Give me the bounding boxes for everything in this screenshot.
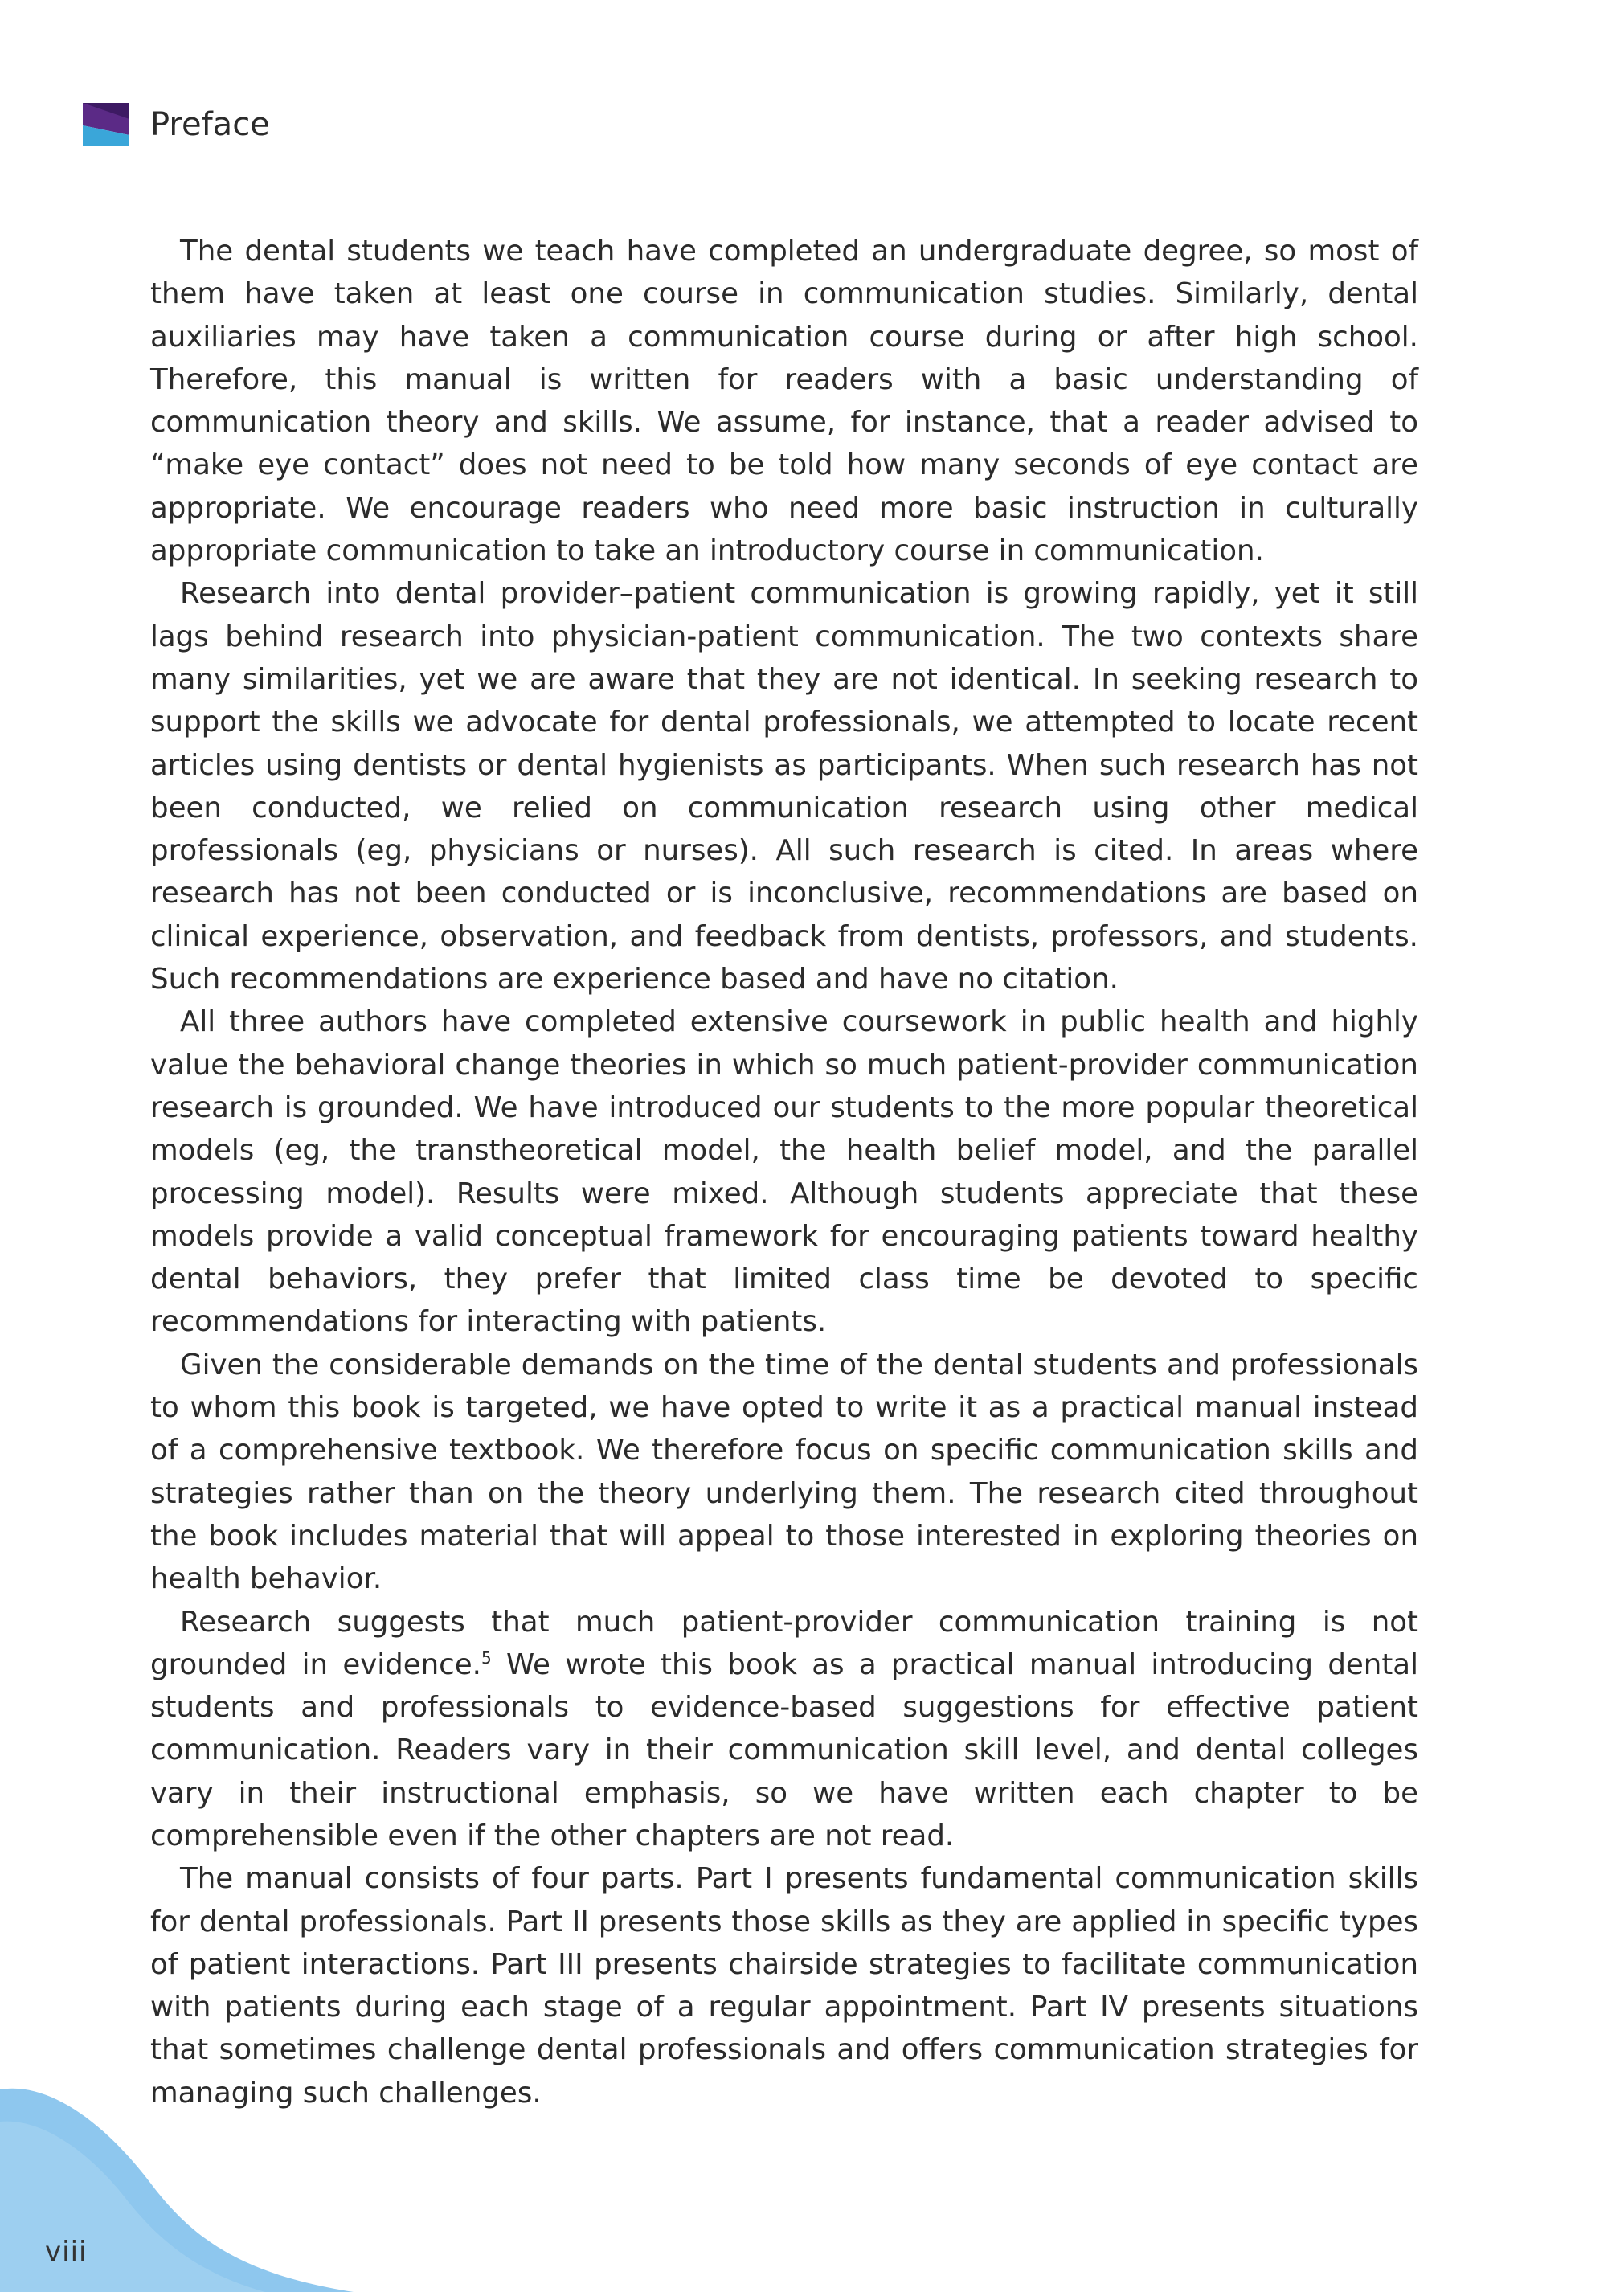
page-number: viii — [45, 2236, 88, 2268]
paragraph-5-text-before: Research suggests that much patient-provider communication training is not grounded in evidence. — [150, 1605, 1418, 1681]
paragraph-5-text-after: We wrote this book as a practical manual introducing dental students and professionals to evidence-based suggestions for effective patient communication. Readers vary in their communication skill level, and dental colleges vary in their instructional emphasis, so we have written each chapter to be comprehensible even if the other chapters are not read. — [150, 1647, 1418, 1852]
paragraph-6: The manual consists of four parts. Part I presents fundamental communication skills for dental professionals. Part II presents those skills as they are applied in specific types of patient interactions. Part III presents chairside strategies to facilitate communication with patients during each stage of a regular appointment. Part IV presents situations that sometimes challenge dental professionals and offers communication strategies for managing such challenges. — [150, 1862, 1418, 2110]
page-header — [83, 103, 270, 146]
paragraph-1: The dental students we teach have completed an undergraduate degree, so most of them have taken at least one course in communication studies. Similarly, dental auxiliaries may have taken a communication course during or after high school. Therefore, this manual is written for readers with a basic understanding of communication theory and skills. We assume, for instance, that a reader advised to “make eye contact” does not need to be told how many seconds of eye contact are appropriate. We encourage readers who need more basic instruction in culturally appropriate communication to take an introductory course in communication. — [150, 235, 1418, 568]
citation-superscript: 5 — [481, 1647, 492, 1668]
paragraph-3: All three authors have completed extensive coursework in public health and highly value the behavioral change theories in which so much patient-provider communication research is grounded. We have introduced our students to the more popular theoretical models (eg, the transtheoretical model, the health belief model, and the parallel processing model). Results were mixed. Although students appreciate that these models provide a valid conceptual framework for encouraging patients toward healthy dental behaviors, they prefer that limited class time be devoted to specific recommendations for interacting with patients. — [150, 1005, 1418, 1339]
paragraph-2: Research into dental provider–patient communication is growing rapidly, yet it still lags behind research into physician-patient communication. The two contexts share many similarities, yet we are aware that they are not identical. In seeking research to support the skills we advocate for dental professionals, we attempted to locate recent articles using dentists or dental hygienists as participants. When such research has not been conducted, we relied on communication research using other medical professionals (eg, physicians or nurses). All such research is cited. In areas where research has not been conducted or is inconclusive, recommendations are based on clinical experience, observation, and feedback from dentists, professors, and students. Such recommendations are experience based and have no citation. — [150, 577, 1418, 997]
preface-square-icon — [83, 103, 129, 146]
paragraph-5 — [150, 1601, 1418, 1858]
paragraph-4: Given the considerable demands on the time of the dental students and professionals to whom this book is targeted, we have opted to write it as a practical manual instead of a comprehensive textbook. We therefore focus on specific communication skills and strategies rather than on the theory underlying them. The research cited throughout the book includes material that will appeal to those interested in exploring theories on health behavior. — [150, 1348, 1418, 1596]
preface-body — [150, 230, 1418, 2114]
page-title: Preface — [150, 106, 270, 143]
